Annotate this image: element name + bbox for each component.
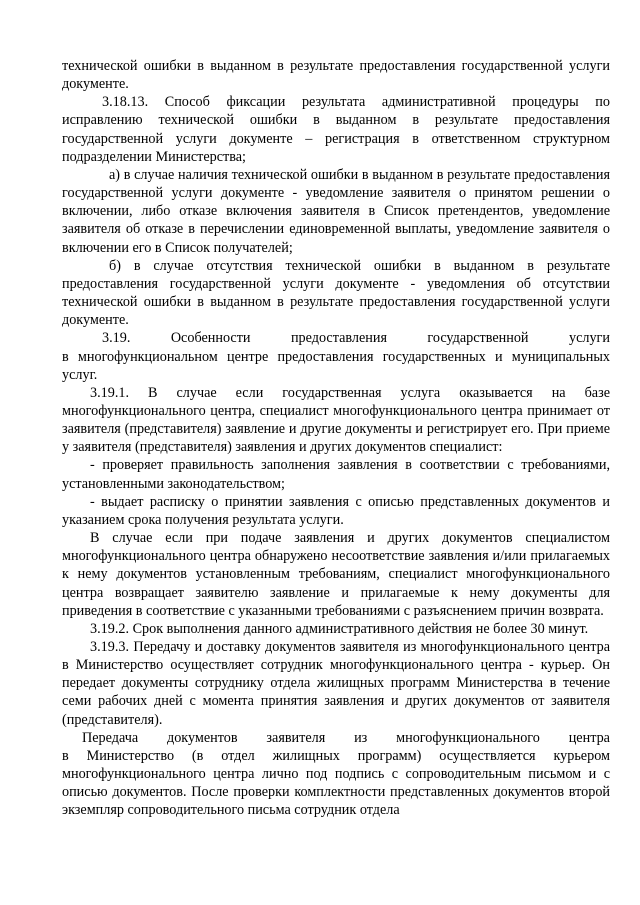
list-item-check-application: - проверяет правильность заполнения заявления в соответствии с требованиями, установленными законодательством; bbox=[62, 457, 610, 492]
transfer-word: из bbox=[354, 729, 368, 746]
paragraph-3-19-1: 3.19.1. В случае если государственная услуга оказывается на базе многофункционального центра, специалист многофункционального центра принимает от заявителя (представителя) заявление и другие документы и регистрирует его. При приеме у заявителя (представителя) заявления и других документов специалист: bbox=[62, 384, 610, 456]
section-3-19-heading-continuation: в многофункциональном центре предоставления государственных и муниципальных услуг. bbox=[62, 348, 610, 383]
paragraph-item-a: а) в случае наличия технической ошибки в выданном в результате предоставления государственной услуги документе - уведомление заявителя о принятом решении о включении, либо отказе включения заявителя в Список претендентов, уведомление заявителя об отказе в перечислении единовременной выплаты, уведомление заявителя о включении его в Список получателей; bbox=[62, 166, 610, 256]
paragraph-3-19-2: 3.19.2. Срок выполнения данного административного действия не более 30 минут. bbox=[90, 620, 589, 637]
transfer-word: заявителя bbox=[266, 729, 326, 746]
paragraph-3-19-3: 3.19.3. Передачу и доставку документов заявителя из многофункционального центра в Министерство осуществляет сотрудник многофункционального центра - курьер. Он передает документы сотруднику отдела жилищных программ Министерства в течение семи рабочих дней с момента принятия заявления и других документов от заявителя (представителя). bbox=[62, 639, 610, 728]
transfer-word: документов bbox=[166, 729, 238, 746]
list-item-issue-receipt: - выдает расписку о принятии заявления с описью представленных документов и указанием срока получения результата услуги. bbox=[62, 493, 610, 528]
heading-word: предоставления bbox=[290, 330, 387, 347]
paragraph-item-b: б) в случае отсутствия технической ошибки в выданном в результате предоставления государственной услуги документе - уведомления об отсутствии технической ошибки в выданном в результате предоставления государственной услуги документе. bbox=[62, 257, 610, 329]
paragraph-transfer-first-line bbox=[62, 729, 610, 747]
heading-word: услуги bbox=[568, 330, 610, 347]
heading-word: Особенности bbox=[170, 330, 251, 347]
paragraph-continuation: технической ошибки в выданном в результате предоставления государственной услуги документе. bbox=[62, 58, 610, 93]
document-page bbox=[62, 57, 610, 820]
transfer-word: многофункционального bbox=[396, 729, 540, 746]
heading-word: 3.19. bbox=[102, 330, 131, 347]
paragraph-transfer-continuation: в Министерство (в отдел жилищных программ) осуществляется курьером многофункционального центра лично под подпись с сопроводительным письмом и с описью документов. После проверки комплектности представленных документов второй экземпляр сопроводительного письма сотрудник отдела bbox=[62, 747, 610, 819]
transfer-word: центра bbox=[568, 729, 610, 746]
transfer-word: Передача bbox=[82, 729, 139, 746]
section-3-19-heading bbox=[62, 329, 610, 347]
paragraph-3-18-13: 3.18.13. Способ фиксации результата административной процедуры по исправлению технической ошибки в выданном в результате предоставления государственной услуги документе – регистрация в ответственном структурном подразделении Министерства; bbox=[62, 94, 610, 165]
heading-word: государственной bbox=[427, 330, 529, 347]
paragraph-nonconformity: В случае если при подаче заявления и других документов специалистом многофункционального центра обнаружено несоответствие заявления и/или прилагаемых к нему документов установленным требованиям, специалист многофункционального центра возвращает заявителю заявление и прилагаемые к нему документы для приведения в соответствие с указанными требованиями с разъяснением причин возврата. bbox=[62, 530, 610, 619]
